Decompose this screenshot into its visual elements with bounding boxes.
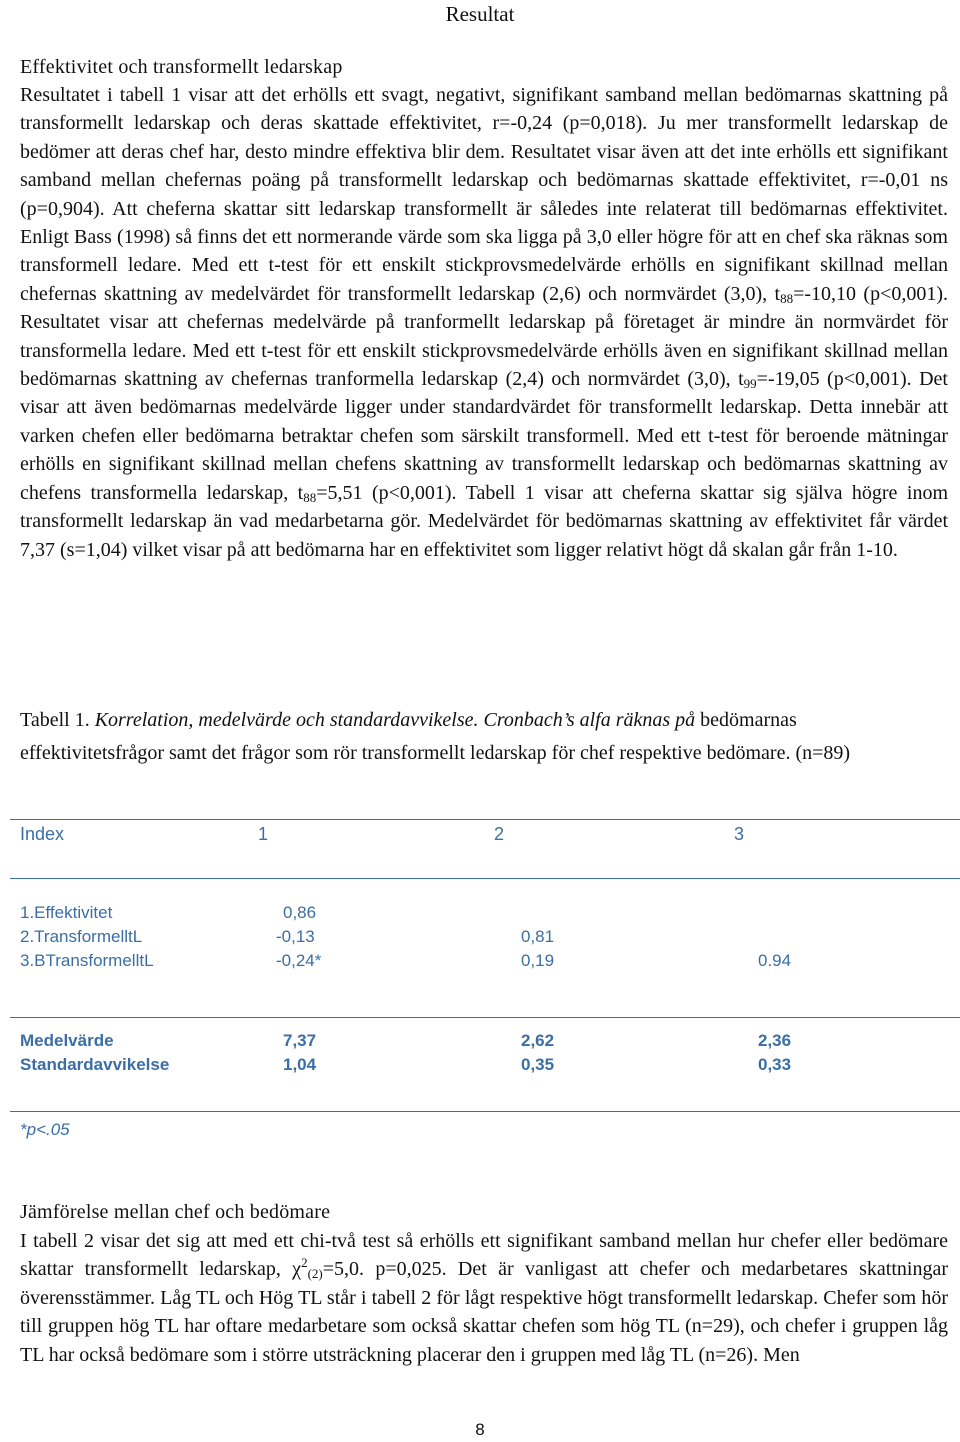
header-cell-2: 2: [494, 824, 505, 844]
table-footnote: *p<.05: [20, 1120, 70, 1139]
body-paragraph-2: [20, 1227, 948, 1369]
table-cell: 0,33: [758, 1055, 792, 1074]
section-heading-comparison: Jämförelse mellan chef och bedömare: [20, 1201, 331, 1223]
header-cell-3: 3: [734, 824, 745, 844]
caption-title: Korrelation, medelvärde och standardavvikelse. Cronbach’s alfa räknas på: [94, 709, 696, 731]
subscript: (2): [307, 1266, 323, 1282]
row-label: Medelvärde: [20, 1031, 114, 1050]
paragraph-text: I tabell 2 visar det sig att med ett chi-två test så erhölls ett signifikant samband mellan hur chefer eller bedömare skattar transformellt ledarskap, χ: [20, 1230, 948, 1281]
section-heading-effectiveness: Effektivitet och transformellt ledarskap: [20, 56, 343, 78]
row-label: 1.Effektivitet: [20, 903, 113, 922]
table-rule-bottom: [10, 1111, 960, 1112]
row-label: 3.BTransformelltL: [20, 951, 154, 970]
table-cell: 0,19: [521, 951, 555, 970]
table-cell: 7,37: [283, 1031, 317, 1050]
table-cell: 1,04: [283, 1055, 317, 1074]
table-rule-stats: [10, 1017, 960, 1018]
table-cell: 2,62: [521, 1031, 555, 1050]
table-cell: 0,35: [521, 1055, 555, 1074]
row-label: Standardavvikelse: [20, 1055, 170, 1074]
table-cell: 0.94: [758, 951, 792, 970]
table-row: [0, 927, 960, 949]
table-cell: 2,36: [758, 1031, 792, 1050]
table-rule-header: [10, 878, 960, 879]
subscript: 88: [780, 290, 794, 306]
table-rule-top: [10, 819, 960, 820]
paragraph-text: =5,0. p=0,025. Det är vanligast att chefer och medarbetares skattningar överensstämmer. Låg TL och Hög TL står i tabell 2 för lågt respektive högt transformellt ledarskap. Chefer som hör till gruppen hög TL har oftare medarbetare som också skattar chefen som hög TL (n=29), och chefer i gruppen låg TL har också bedömare som i större utsträckning placerar den i gruppen med låg TL (n=26). Men: [20, 1258, 949, 1366]
table-cell: -0,24*: [276, 951, 322, 970]
paragraph-text: =5,51 (p<0,001). Tabell 1 visar att cheferna skattar sig själva högre inom transformellt ledarskap än vad medarbetarna gör. Medelvärdet för bedömarnas skattning av effektivitet får värdet 7,37 (s=1,04) vilket visar på att bedömarna har en effektivitet som ligger relativt högt då skalan går från 1-10.: [20, 481, 948, 561]
header-cell-1: 1: [258, 824, 269, 844]
caption-description: bedömarnas effektivitetsfrågor samt det frågor som rör transformellt ledarskap för chef respektive bedömare. (n=89): [20, 709, 851, 764]
page-title: Resultat: [445, 2, 515, 26]
superscript: 2: [301, 1255, 308, 1271]
table-cell: 0,81: [521, 927, 555, 946]
table-cell: 0,86: [283, 903, 317, 922]
table-row: [0, 903, 960, 925]
table-row: [0, 951, 960, 973]
row-label: 2.TransformelltL: [20, 927, 143, 946]
subscript: 88: [303, 489, 317, 505]
subscript: 99: [743, 376, 757, 392]
table-stats-row: [0, 1055, 960, 1077]
table-stats-row: [0, 1031, 960, 1053]
page-number: 8: [475, 1420, 485, 1439]
header-cell-index: Index: [20, 824, 65, 844]
table-cell: -0,13: [276, 927, 315, 946]
paragraph-text: =-10,10 (p<0,001). Resultatet visar att chefernas medelvärde på tranformellt ledarskap på företaget är mindre än normvärdet för transformella ledare. Med ett t-test för ett enskilt stickprovsmedelvärde erhölls även en signifikant skillnad mellan bedömarnas skattning av chefernas tranformella ledarskap (2,4) och normvärdet (3,0), t: [20, 282, 949, 391]
caption-label: Tabell 1.: [20, 709, 90, 731]
table-caption: [20, 704, 920, 770]
table-header-row: [0, 824, 960, 848]
body-paragraph-1: [20, 81, 948, 564]
paragraph-text: Resultatet i tabell 1 visar att det erhölls ett svagt, negativt, signifikant samband mellan bedömarnas skattning på transformellt ledarskap och deras skattade effektivitet, r=-0,24 (p=0,018). Ju mer transformellt ledarskap de bedömer att deras chef har, desto mindre effektiva blir dem. Resultatet visar även att det inte erhölls ett signifikant samband mellan chefernas poäng på transformellt ledarskap och bedömarnas skattade effektivitet, r=-0,01 ns (p=0,904). Att cheferna skattar sitt ledarskap transformellt är således inte relaterat till bedömarnas effektivitet. Enligt Bass (1998) så finns det ett normerande värde som ska ligga på 3,0 eller högre för att en chef ska räknas som transformell ledare. Med ett t-test för ett enskilt stickprovsmedelvärde erhölls en signifikant skillnad mellan chefernas skattning av medelvärdet för transformellt ledarskap (2,6) och normvärdet (3,0), t: [20, 84, 948, 305]
paragraph-text: =-19,05 (p<0,001). Det visar att även bedömarnas medelvärde ligger under standardvärdet för transformellt ledarskap. Detta innebär att varken chefen eller bedömarna betraktar chefen som särskilt transformell. Med ett t-test för beroende mätningar erhölls en signifikant skillnad mellan chefens skattning av transformellt ledarskap och bedömarnas skattning av chefens transformella ledarskap, t: [20, 368, 948, 504]
